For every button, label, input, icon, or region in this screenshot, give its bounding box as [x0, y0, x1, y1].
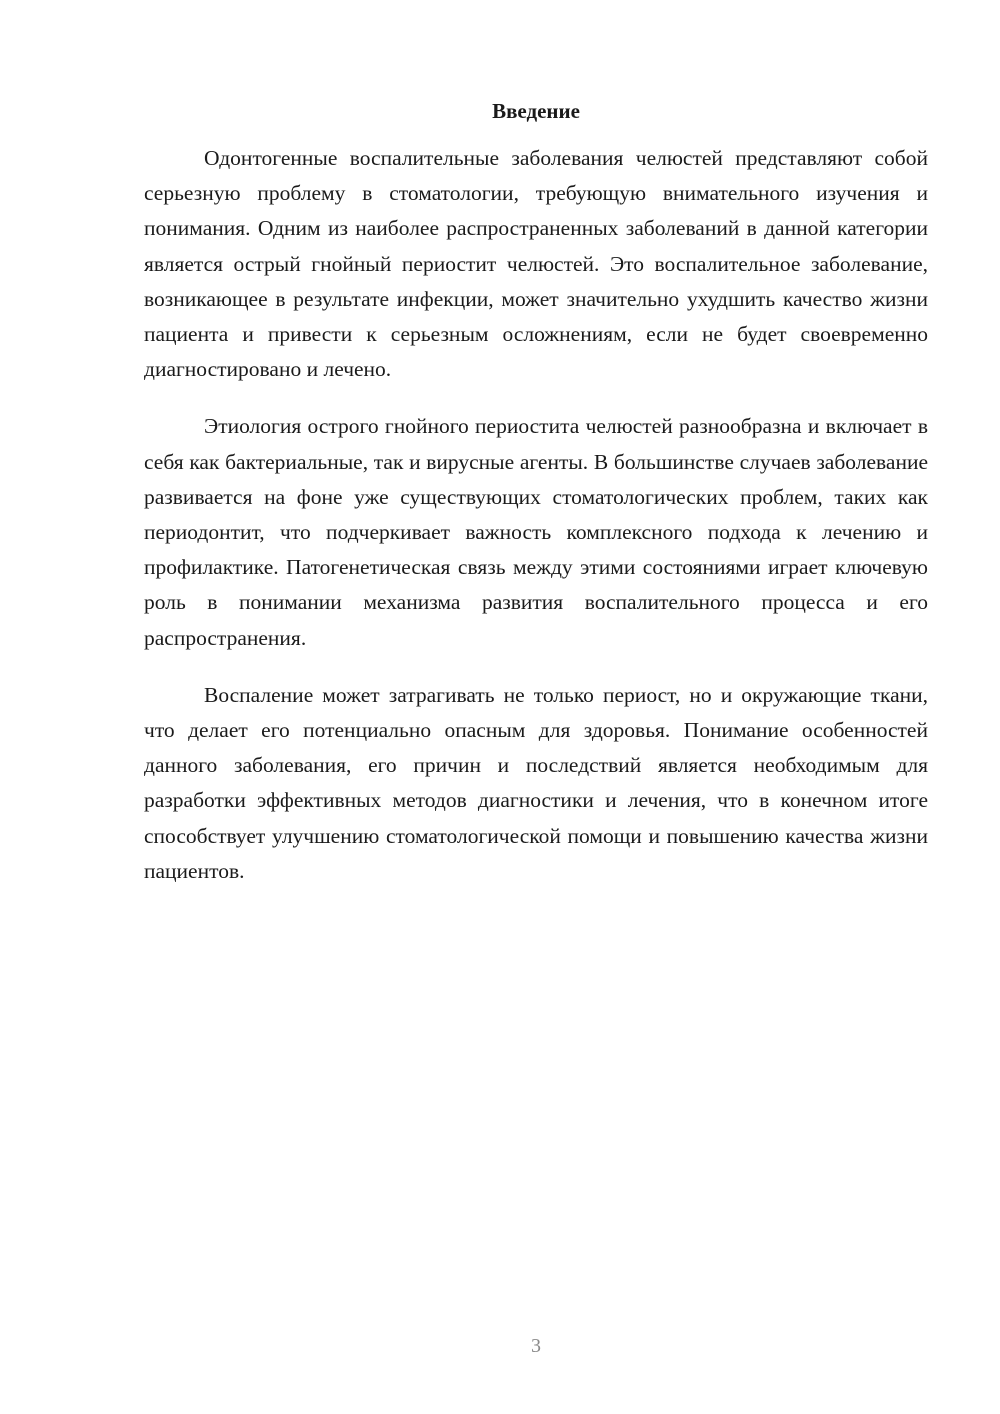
paragraph-3: Воспаление может затрагивать не только периост, но и окружающие ткани, что делает его потенциально опасным для здоровья. Понимание особенностей данного заболевания, его причин и последствий является необходимым для разработки эффективных методов диагностики и лечения, что в конечном итоге способствует улучшению стоматологической помощи и повышению качества жизни пациентов.	[144, 682, 928, 883]
section-heading: Введение	[492, 99, 580, 123]
paragraph-2: Этиология острого гнойного периостита челюстей разнообразна и включает в себя как бактериальные, так и вирусные агенты. В большинстве случаев заболевание развивается на фоне уже существующих стоматологических проблем, таких как периодонтит, что подчеркивает важность комплексного подхода к лечению и профилактике. Патогенетическая связь между этими состояниями играет ключевую роль в понимании механизма развития воспалительного процесса и его распространения.	[144, 414, 928, 650]
page-number: 3	[531, 1335, 541, 1357]
body-text	[144, 141, 928, 911]
paragraph-1: Одонтогенные воспалительные заболевания челюстей представляют собой серьезную проблему в стоматологии, требующую внимательного изучения и понимания. Одним из наиболее распространенных заболеваний в данной категории является острый гнойный периостит челюстей. Это воспалительное заболевание, возникающее в результате инфекции, может значительно ухудшить качество жизни пациента и привести к серьезным осложнениям, если не будет своевременно диагностировано и лечено.	[144, 146, 928, 382]
